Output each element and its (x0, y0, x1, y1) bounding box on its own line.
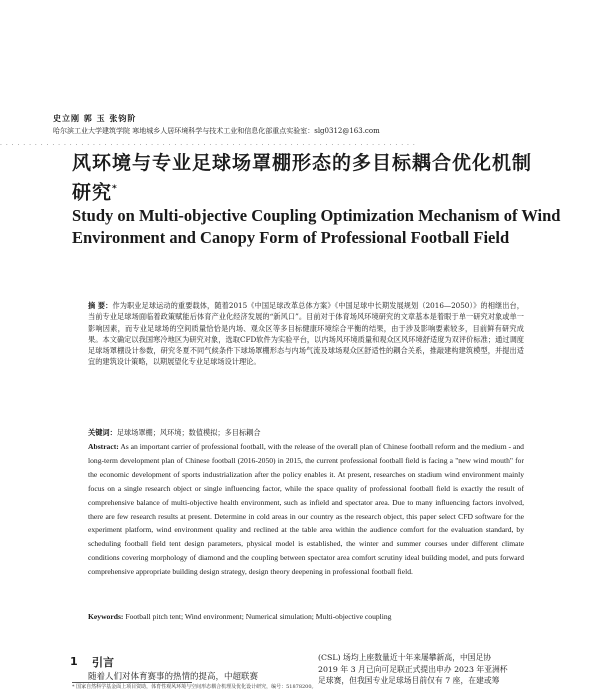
keywords-cn-label: 关键词： (88, 428, 117, 437)
keywords-en-label: Keywords: (88, 612, 124, 621)
title-footnote-mark: * (112, 184, 118, 194)
abstract-cn-label: 摘 要： (88, 301, 113, 310)
abstract-en-text: As an important carrier of professional football, with the release of the overall plan of Chinese football reform and the medium - and long-term development plan of Chinese football (2016-2050) in 2015, the current professional football field is facing a "new wind mouth" for the economic development of sports industrialization after the policy enables it. At present, researches on stadium wind environment mainly focus on a single research object or single influencing factor, while the space quality of professional football field is exactly the result of comprehensive balance of multi-objective health environment, such as infield and spectator area. Due to many influencing factors involved, there are few research results at present. Determine in cold areas in our country as the research object, this paper select CFD software for the experiment platform, wind environment quality and reclined at the table area within the audience comfort for the evaluation standard, by scheduling football field tent design parameters, physical model is established, the winter and summer courses under different climate conditions covering morphology of diamond and the coupling between spectator area comfort scrutiny ideal building model, and puts forward comprehensive appropriate building design strategy, design theory deepening in professional football field. (88, 442, 524, 577)
abstract-en-label: Abstract: (88, 442, 119, 451)
intro-right-line: 2019 年 3 月已向可足联正式提出申办 2023 年亚洲杯 (318, 664, 508, 674)
author-list: 史立刚 郭 玉 张钧阶 (53, 113, 137, 123)
title-chinese: 风环境与专业足球场罩棚形态的多目标耦合优化机制研究* (72, 152, 533, 204)
section-title: 引言 (92, 656, 114, 669)
abstract-english (88, 440, 524, 579)
abstract-cn-text: 作为职业足球运动的重要载体，随着2015《中国足球改革总体方案》《中国足球中长期发展规划（2016—2050）》的相继出台，当前专业足球场面临着政策赋能后体育产业化经济发展的“新风口”。目前对于体育场风环境研究的文章基本是着眼于单一研究对象或单一影响因素，而专业足球场的空间质量恰恰是内场、观众区等多目标健康环境综合平衡的结果，由于涉及影响要素较多，目前鲜有研究成果。本文确定以我国寒冷地区为研究对象，选取CFD软件为实验平台，以内场风环境质量和观众区风环境舒适度为双评价标准；通过调度足球场罩棚设计参数，研究冬夏不同气候条件下球场罩棚形态与内场气流及球场观众区舒适性的耦合关系，推敲建构建筑模型，并提出适宜的建筑设计策略，以期展望化专业足球场设计理论。 (88, 301, 524, 367)
title-english: Study on Multi-objective Coupling Optimization Mechanism of Wind Environment and Canopy Form of Professional Football Field (72, 206, 561, 247)
keywords-english (88, 611, 524, 623)
keywords-cn-text: 足球场罩棚；风环境；数值模拟；多目标耦合 (116, 428, 261, 437)
intro-right-line: 足球赛，但我国专业足球场目前仅有 7 座，在建或筹 (318, 676, 500, 685)
abstract-chinese (88, 300, 524, 368)
section-number: 1 (70, 655, 78, 668)
intro-paragraph-left: 随着人们对体育赛事的热情的提高，中超联赛 (88, 672, 259, 682)
footnote: * 国家自然科学基金面上项目资助，体育性观风环境与空间形态耦合机理及优化设计研究，编号：51878200。 (72, 684, 317, 690)
keywords-chinese (88, 427, 524, 438)
keywords-en-text: Football pitch tent; Wind environment; Numerical simulation; Multi-objective coupling (125, 612, 392, 621)
dotted-separator: · · · · · · · · · · · · · · · · · · · · · · · · · · · · · · · · · · · · · · · · · · · · · · · · · · · · · · · · · · · · · · · · · · · · · · · · (0, 142, 416, 149)
intro-right-line: (CSL) 场均上座数量近十年来屡攀新高，中国足协 (318, 653, 492, 662)
intro-paragraph-right (318, 652, 558, 687)
affiliation: 哈尔滨工业大学建筑学院 寒地城乡人居环境科学与技术工业和信息化部重点实验室：slg0312@163.com (53, 127, 380, 135)
